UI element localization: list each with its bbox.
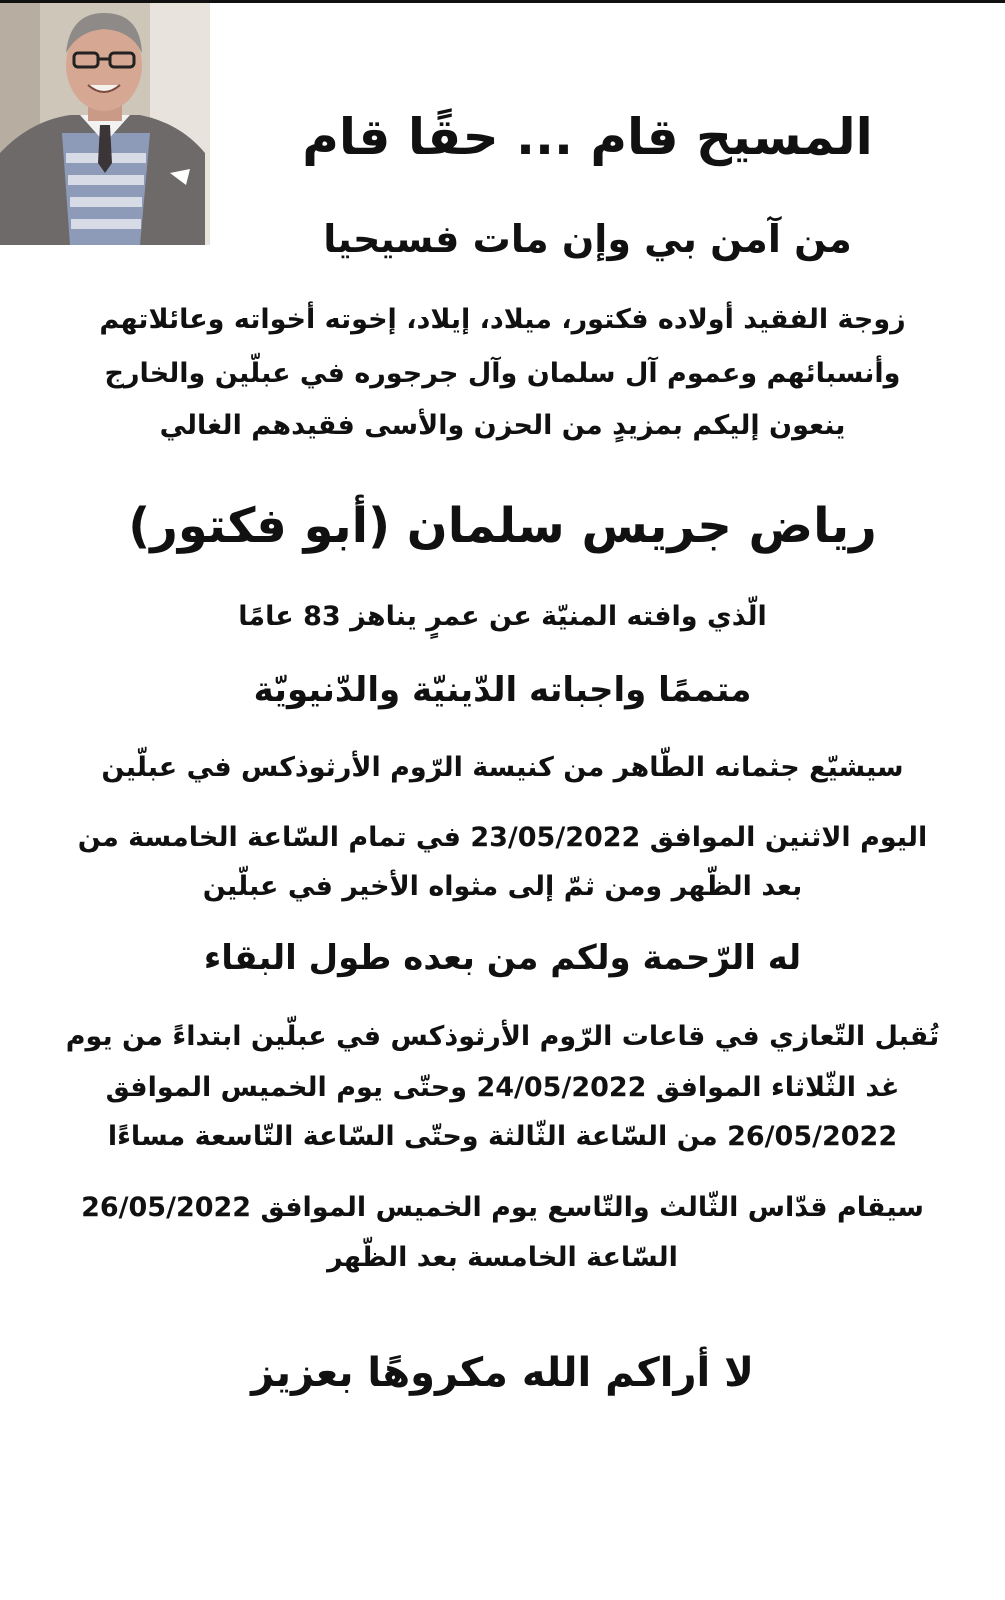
closing-line: لا أراكم الله مكروهًا بعزيز xyxy=(251,1350,754,1396)
condolences-line: 26/05/2022 من السّاعة الثّالثة وحتّى السّاعة التّاسعة مساءًا xyxy=(107,1121,898,1152)
funeral-line: سيشيّع جثمانه الطّاهر من كنيسة الرّوم الأرثوذكس في عبلّين xyxy=(101,752,904,783)
funeral-line: بعد الظّهر ومن ثمّ إلى مثواه الأخير في عبلّين xyxy=(202,871,803,902)
mass-line: السّاعة الخامسة بعد الظّهر xyxy=(327,1242,678,1273)
mercy-line: له الرّحمة ولكم من بعده طول البقاء xyxy=(203,938,802,978)
mourners-line: وأنسبائهم وعموم آل سلمان وآل جرجوره في عبلّين والخارج xyxy=(104,358,901,389)
duties-line: متممًا واجباته الدّينيّة والدّنيويّة xyxy=(253,670,752,710)
verse-subtitle: من آمن بي وإن مات فسيحيا xyxy=(323,217,852,261)
age-line: الّذي وافته المنيّة عن عمرٍ يناهز 83 عامًا xyxy=(238,601,767,632)
condolences-line: غد الثّلاثاء الموافق 24/05/2022 وحتّى يوم الخميس الموافق xyxy=(105,1072,900,1103)
mass-line: سيقام قدّاس الثّالث والتّاسع يوم الخميس الموافق 26/05/2022 xyxy=(81,1192,924,1223)
funeral-line: اليوم الاثنين الموافق 23/05/2022 في تمام السّاعة الخامسة من xyxy=(77,822,928,853)
condolences-line: تُقبل التّعازي في قاعات الرّوم الأرثوذكس في عبلّين ابتداءً من يوم xyxy=(65,1021,940,1052)
deceased-name: رياض جريس سلمان (أبو فكتور) xyxy=(128,498,877,554)
mourners-line: ينعون إليكم بمزيدٍ من الحزن والأسى فقيدهم الغالي xyxy=(159,410,846,441)
verse-title: المسيح قام ... حقًا قام xyxy=(302,108,873,166)
mourners-line: زوجة الفقيد أولاده فكتور، ميلاد، إيلاد، إخوته أخواته وعائلاتهم xyxy=(99,304,906,335)
